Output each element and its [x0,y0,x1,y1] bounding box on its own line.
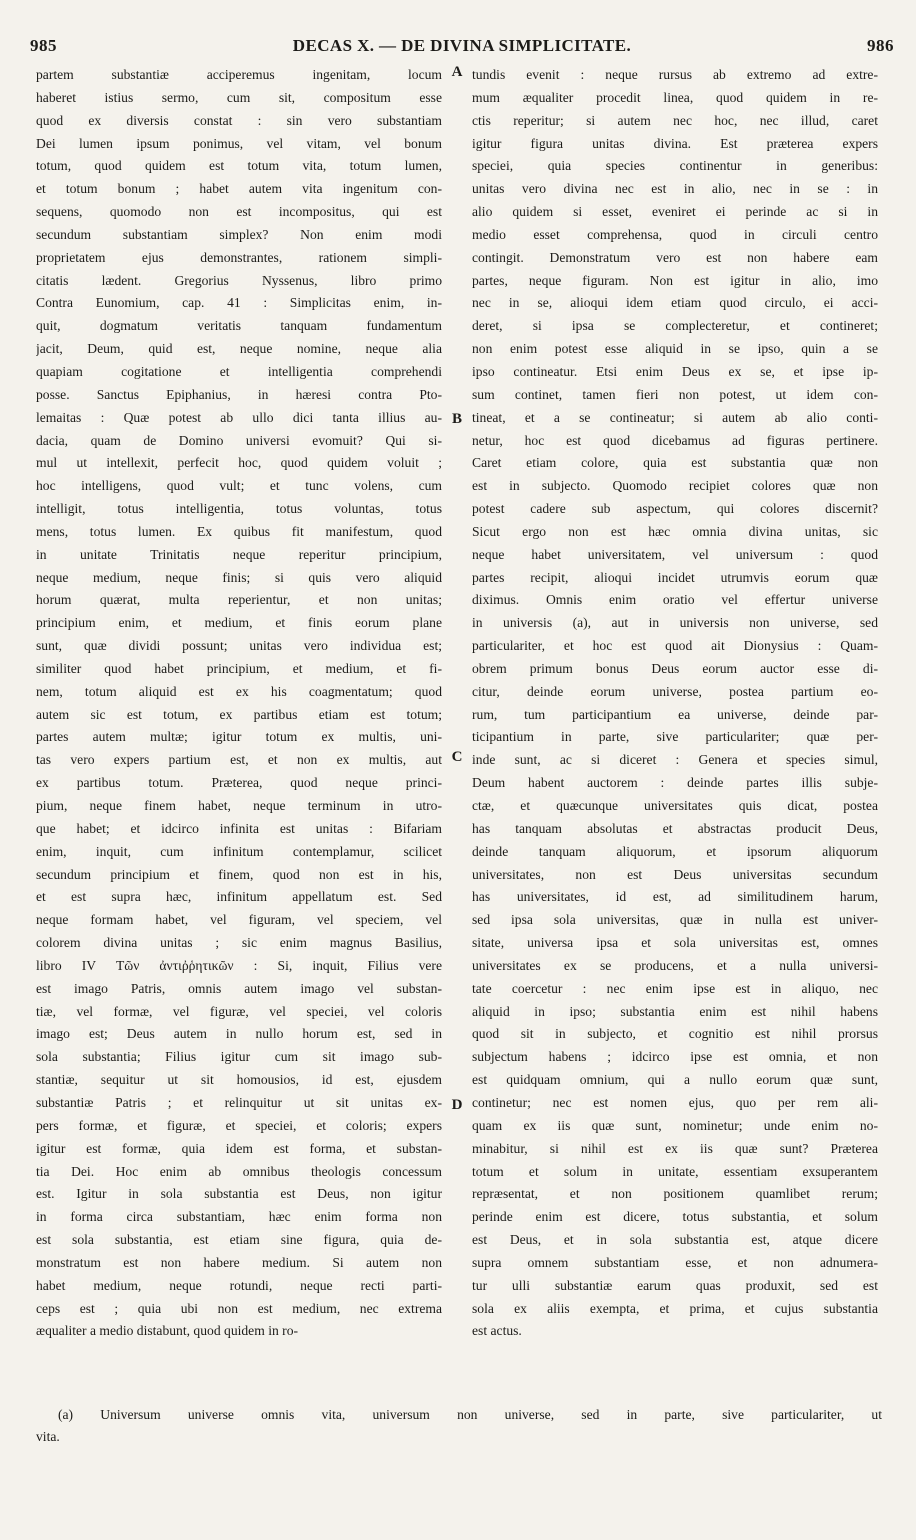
left-column-line: stantiæ, sequitur ut sit homousios, id est, ejusdem [36,1072,442,1088]
footnote-line: (a) Universum universe omnis vita, universum non universe, sed in parte, sive particulariter, ut [58,1407,882,1422]
right-column-line: potest cadere sub aspectum, qui colores discernit? [472,501,878,517]
right-column-line: Sicut ergo non est hæc omnia divina unitas, sic [472,523,878,539]
left-column-line: haberet istius sermo, cum sit, compositum esse [36,89,442,105]
right-column-line: partes, neque figuram. Non est igitur in alio, imo [472,272,878,288]
right-column-line: medio esset comprehensa, quod in circuli centro [472,226,878,242]
left-column-line: substantiæ Patris ; et relinquitur ut sit unitas ex- [36,1094,442,1110]
left-column-line: est sola substantia, est etiam sine figura, quia de- [36,1232,442,1248]
right-column-line: sitate, universa ipsa et sola universitas est, omnes [472,935,878,951]
left-column-line: sunt, quæ dividi possunt; unitas vero individua est; [36,638,442,654]
left-column-line: proprietatem ejus demonstrantes, rationem simpli- [36,249,442,265]
left-column-line: posse. Sanctus Epiphanius, in hæresi contra Pto- [36,386,442,402]
left-column-line: quit, dogmatum veritatis tanquam fundamentum [36,318,442,334]
right-column-line: inde sunt, ac si diceret : Genera et species simul, [472,752,878,768]
left-column-line: colorem divina unitas ; sic enim magnus Basilius, [36,935,442,951]
left-column-line: est imago Patris, omnis autem imago vel substan- [36,980,442,996]
right-column [472,64,878,1343]
right-column-line: deinde tanquam aliquorum, et ipsorum aliquorum [472,843,878,859]
left-column-line: secundum substantiam simplex? Non enim modi [36,226,442,242]
left-column-line: partem substantiæ acciperemus ingenitam, locum [36,67,442,82]
right-column-line: in universis (a), aut in universis non universe, sed [472,615,878,631]
right-column-line: unitas vero divina nec est in alio, nec in se : in [472,181,878,197]
margin-marker-a: A [451,64,463,80]
right-column-line: tineat, et a se contineatur; si autem ab alio conti- [472,409,878,425]
right-column-line: sed ipsa sola universitas, quæ in nulla est univer- [472,912,878,928]
left-column-line: intelligit, totus intelligentia, totus voluntas, totus [36,501,442,517]
right-column-line: ipso contineatur. Etsi enim Deus ex se, et ipse ip- [472,363,878,379]
left-column-line: mens, totus lumen. Ex quibus fit manifestum, quod [36,523,442,539]
right-column-line: Deum habent auctorem : deinde partes illis subje- [472,775,878,791]
left-column-line: imago est; Deus autem in nullo horum est, sed in [36,1026,442,1042]
left-column-line: ceps est ; quia ubi non est medium, nec extrema [36,1300,442,1316]
left-column-line: mul ut intellexit, perfecit hoc, quod quidem voluit ; [36,455,442,471]
left-column-line: totum, quod quidem est totum vita, totum lumen, [36,158,442,174]
left-column-line: similiter quod habet principium, et medium, et fi- [36,660,442,676]
footnote [36,1404,882,1448]
right-column-line: has universitates, id est, ad similitudinem harum, [472,889,878,905]
right-column-line: contingit. Demonstratum vero est non habere eam [472,249,878,265]
left-column-line: in unitate Trinitatis neque reperitur principium, [36,546,442,562]
right-column-line: minabitur, si nihil est ex iis quæ sunt? Præterea [472,1140,878,1156]
left-column-line: Dei lumen ipsum ponimus, vel vitam, vel bonum [36,135,442,151]
left-column-line: citatis lædent. Gregorius Nyssenus, libro primo [36,272,442,288]
left-column-line: est. Igitur in sola substantia est Deus, non igitur [36,1186,442,1202]
right-column-line: obrem primum bonus Deus eorum auctor esse di- [472,660,878,676]
right-column-line: netur, hoc est quod dicebamus ad figuras pertinere. [472,432,878,448]
right-column-line: aliquid in ipso; substantia enim est nihil habens [472,1003,878,1019]
left-column-line: et est supra hæc, infinitum appellatum est. Sed [36,889,442,905]
left-column-line: pers formæ, et figuræ, et speciei, et coloris; expers [36,1117,442,1133]
right-column-line: tur ulli substantiæ earum quas produxit, sed est [472,1277,878,1293]
right-column-line: est in subjecto. Quomodo recipiet colores quæ non [472,478,878,494]
left-column-line: dacia, quam de Domino universi evomuit? Qui si- [36,432,442,448]
left-column-line: nem, totum aliquid est ex his coagmentatum; quod [36,683,442,699]
left-column-line: igitur est formæ, quia idem est forma, et substan- [36,1140,442,1156]
left-column-line: quod ex diversis constat : sin vero substantiam [36,112,442,128]
right-column-line: deret, si ipsa se complecteretur, et contineret; [472,318,878,334]
left-column-line: principium enim, et medium, et finis eorum plane [36,615,442,631]
left-column-line: neque formam habet, vel figuram, vel speciem, vel [36,912,442,928]
right-column-line: neque habet universitatem, vel universum : quod [472,546,878,562]
right-column-line: Caret etiam colore, quia est substantia quæ non [472,455,878,471]
right-column-line: subjectum habens ; idcirco ipse est omnia, et non [472,1049,878,1065]
right-column-line: repræsentat, et non positionem quamlibet rerum; [472,1186,878,1202]
right-column-line: supra omnem substantiam esse, et non adnumera- [472,1254,878,1270]
left-column-line: æqualiter a medio distabunt, quod quidem in ro- [36,1323,299,1339]
left-column-line: habet medium, neque rotundi, neque recti parti- [36,1277,442,1293]
right-column-line: partes recipit, alioqui incidet utrumvis eorum quæ [472,569,878,585]
right-column-line: continetur; nec est nomen ejus, quo per rem ali- [472,1094,878,1110]
running-title: DECAS X. — DE DIVINA SIMPLICITATE. [292,36,632,55]
right-column-line: universitates, non est Deus universitas secundum [472,866,878,882]
right-column-line: tate coercetur : nec enim ipse est in aliquo, nec [472,980,878,996]
left-column-line: enim, inquit, cum infinitum contemplamur, scilicet [36,843,442,859]
footnote-line: vita. [36,1429,60,1444]
left-column-line: in forma circa substantiam, hæc enim forma non [36,1209,442,1225]
right-column-line: has tanquam absolutas et abstractas producit Deus, [472,820,878,836]
right-column-line: igitur figura unitas divina. Est præterea expers [472,135,878,151]
right-column-line: citur, deinde eorum universe, postea partium eo- [472,683,878,699]
margin-marker-b: B [451,411,462,427]
right-column-line: totum et solum in unitate, essentiam exsuperantem [472,1163,878,1179]
left-column-line: sequens, quomodo non est incompositus, qui est [36,204,442,220]
right-column-line: speciei, quia species continentur in generibus: [472,158,878,174]
right-column-line: quam ex iis quæ sunt, nominetur; unde enim no- [472,1117,878,1133]
left-column-line: et totum bonum ; habet autem vita ingenitum con- [36,181,442,197]
page-number-left: 985 [30,36,57,55]
right-column-line: est Deus, et in sola substantia est, atque dicere [472,1232,878,1248]
left-column-line: tiæ, vel formæ, vel figuræ, vel speciei, vel coloris [36,1003,442,1019]
left-column-line: autem sic est totum, ex partibus etiam est totum; [36,706,442,722]
left-column-line: partes autem multæ; igitur totum ex multis, uni- [36,729,442,745]
left-column-line: secundum principium et finem, quod non est in his, [36,866,442,882]
page-number-right: 986 [866,36,894,55]
left-column-line: tas vero expers partium est, et non ex multis, aut [36,752,442,768]
margin-marker-c: C [451,749,463,765]
running-head [30,36,894,62]
left-column-line: jacit, Deum, quid est, neque nomine, neque alia [36,341,442,357]
left-column-line: sola substantia; Filius igitur cum sit imago sub- [36,1049,442,1065]
right-column-line: est quidquam omnium, qui a nullo eorum quæ sunt, [472,1072,878,1088]
right-column-line: non enim potest esse aliquid in se ipso, quin a se [472,341,878,357]
right-column-line: est actus. [472,1323,522,1339]
margin-marker-d: D [451,1097,463,1113]
right-column-line: diximus. Omnis enim oratio vel effertur universe [472,592,878,608]
left-column-line: neque medium, neque finis; si quis vero aliquid [36,569,442,585]
left-column-line: quapiam cogitatione et intelligentia comprehendi [36,363,442,379]
right-column-line: ticipantium in parte, sive particulariter; quæ per- [472,729,878,745]
left-column-line: libro IV Τῶν ἀντιῤῥητικῶν : Si, inquit, Filius vere [36,957,442,973]
left-column-line: ex partibus totum. Præterea, quod neque princi- [36,775,442,791]
right-column-line: sum continet, tamen fieri non potest, ut idem con- [472,386,878,402]
right-column-line: rum, tum participantium ea universe, deinde par- [472,706,878,722]
left-column [36,64,442,1343]
right-column-line: quod sit in subjecto, et cognitio est nihil prorsus [472,1026,878,1042]
left-column-line: pium, neque finem habet, neque terminum in utro- [36,798,442,813]
right-column-line: perinde enim est dicere, totus substantia, et solum [472,1209,878,1225]
right-column-line: particulariter, et hoc est quod ait Dionysius : Quam- [472,638,878,654]
left-column-line: lemaitas : Quæ potest ab ullo dici tanta illius au- [36,409,442,425]
right-column-line: ctis reperitur; si autem nec hoc, nec illud, caret [472,112,878,128]
left-column-line: que habet; et idcirco infinita est unitas : Bifariam [36,820,442,836]
left-column-line: hoc intelligens, quod vult; et tunc volens, cum [36,478,442,494]
right-column-line: mum æqualiter procedit linea, quod quidem in re- [472,89,878,105]
right-column-line: sola ex aliis exempta, et prima, et cujus substantia [472,1300,878,1316]
left-column-line: Contra Eunomium, cap. 41 : Simplicitas enim, in- [36,295,442,311]
left-column-line: tia Dei. Hoc enim ab omnibus theologis concessum [36,1163,442,1179]
right-column-line: alio quidem si esset, eveniret ei perinde ac si in [472,204,878,220]
left-column-line: monstratum est non habere medium. Si autem non [36,1254,442,1270]
right-column-line: universitates ex se producens, et a nulla universi- [472,957,878,973]
right-column-line: tundis evenit : neque rursus ab extremo ad extre- [472,67,878,82]
right-column-line: nec in se, alioqui idem etiam quod circulo, ei acci- [472,295,878,311]
right-column-line: ctæ, et quæcunque universitates quis dicat, postea [472,798,878,813]
left-column-line: horum quærat, multa reperientur, et non unitas; [36,592,442,608]
